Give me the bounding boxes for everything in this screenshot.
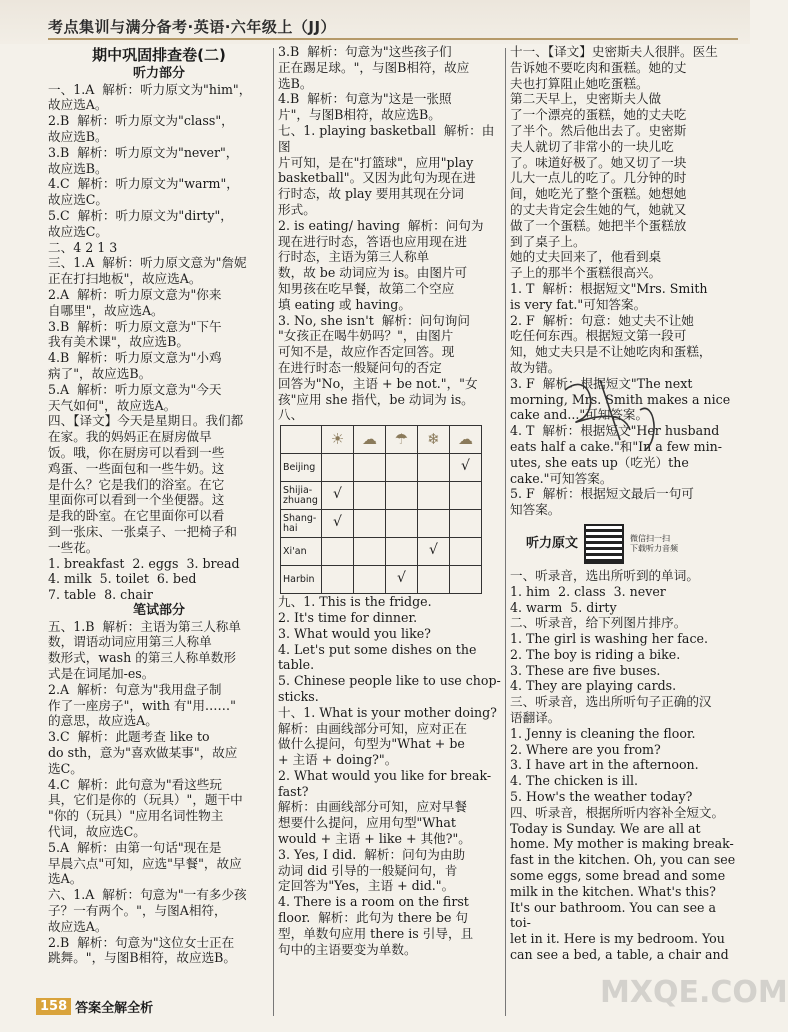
text-line: 饭。哦，你在厨房可以看到一些 xyxy=(48,444,225,460)
text-line: 4.C 解析：此句意为"看这些玩 xyxy=(48,776,222,792)
text-line: 夫人就切了非常小的一块儿吃 xyxy=(510,138,674,154)
text-line: 3.B 解析：句意为"这些孩子们 xyxy=(278,44,452,59)
text-line: 3. What would you like? xyxy=(278,625,431,641)
text-line: 六、1.A 解析：句意为"一有多少孩 xyxy=(48,887,247,903)
text-line: 她的丈夫回来了，他看到桌 xyxy=(510,249,662,265)
text-line: utes, she eats up（吃光）the xyxy=(510,454,689,470)
text-line: 鸡蛋、一些面包和一些牛奶。这 xyxy=(48,460,225,476)
text-line: 动词 did 引导的一般疑问句，肯 xyxy=(278,862,458,878)
text-line: 语翻译。 xyxy=(510,710,561,726)
text-line: 知男孩在吃早餐，故第二个空应 xyxy=(278,280,455,296)
listening-title: 听力原文 xyxy=(526,536,579,551)
text-line: 故应选C。 xyxy=(48,192,109,208)
text-line: 三、听录音，选出所听句子正确的汉 xyxy=(510,694,712,710)
text-line: 故应选B。 xyxy=(48,128,108,144)
text-line: 的意思，故应选A。 xyxy=(48,713,158,729)
text-line: 5. F 解析：根据短文最后一句可 xyxy=(510,486,694,502)
text-line: 2.B 解析：句意为"这位女士正在 xyxy=(48,934,235,950)
text-line: 故为错。 xyxy=(510,359,561,375)
text-line: 三、1.A 解析：听力原文意为"詹妮 xyxy=(48,255,247,271)
text-line: 作了一座房子"，with 有"用……" xyxy=(48,697,236,713)
tick-mark: √ xyxy=(461,458,470,475)
text-line: 的丈夫肯定会生她的气，她就又 xyxy=(510,201,687,217)
text-line: 定回答为"Yes，主语 + did."。 xyxy=(278,878,455,894)
tick-mark: √ xyxy=(333,486,342,503)
pen-scribble xyxy=(560,370,670,460)
text-line: 3.B 解析：听力原文为"never"， xyxy=(48,144,239,160)
text-line: 数形式，wash 的第三人称单数形 xyxy=(48,650,236,666)
text-line: 选A。 xyxy=(48,871,83,887)
text-line: 解析：由画线部分可知，应对正在 xyxy=(278,720,467,736)
text-line: 现在进行时态，答语也应用现在进 xyxy=(278,233,467,249)
text-line: 病了"，故应选B。 xyxy=(48,365,152,381)
text-line: 4. The chicken is ill. xyxy=(510,773,639,789)
text-line: morning, Mrs. Smith makes a nice xyxy=(510,391,731,407)
text-line: 故应选B。 xyxy=(48,160,108,176)
text-line: 片"，与图B相符，故应选B。 xyxy=(278,107,441,123)
section-listening: 听力部分 xyxy=(132,65,185,81)
grid-cell xyxy=(386,454,418,482)
text-line: 行时态，主语为第三人称单 xyxy=(278,249,430,265)
text-line: 3. Yes, I did. 解析：问句为由助 xyxy=(278,846,466,862)
text-line: 到了桌子上。 xyxy=(510,233,586,249)
text-line: 4. T 解析：根据短文"Her husband xyxy=(510,423,720,439)
text-line: 十、1. What is your mother doing? xyxy=(278,704,497,720)
grid-cell xyxy=(418,482,450,510)
text-line: 故应选A。 xyxy=(48,918,108,934)
text-line: 想要什么提问，应用句型"What xyxy=(278,815,456,831)
section-writing: 笔试部分 xyxy=(132,602,185,618)
text-line: 填 eating 或 having。 xyxy=(278,296,411,312)
text-line: 1. The girl is washing her face. xyxy=(510,631,708,647)
text-line: let in it. Here is my bedroom. You xyxy=(510,931,725,947)
text-line: 3.B 解析：听力原文意为"下午 xyxy=(48,318,222,334)
text-line: 正在打扫地板"，故应选A。 xyxy=(48,271,202,287)
text-line: 4. They are playing cards. xyxy=(510,678,677,694)
text-line: 5.A 解析：听力原文意为"今天 xyxy=(48,381,222,397)
column-divider xyxy=(273,48,274,1016)
grid-cell xyxy=(418,538,450,566)
text-line: 1. T 解析：根据短文"Mrs. Smith xyxy=(510,280,708,296)
text-line: 跳舞。"，与图B相符，故应选B。 xyxy=(48,950,237,966)
grid-cell xyxy=(418,454,450,482)
page-number: 158 xyxy=(36,998,71,1015)
text-line: 在进行时态一般疑问句的否定 xyxy=(278,359,442,375)
text-line: home. My mother is making break- xyxy=(510,836,734,852)
text-line: 是什么？它是我们的浴室。在它 xyxy=(48,476,225,492)
text-line: 2.B 解析：听力原文为"class"， xyxy=(48,113,234,129)
grid-cell xyxy=(450,566,482,594)
text-line: 2. The boy is riding a bike. xyxy=(510,646,681,662)
tick-mark: √ xyxy=(429,542,438,559)
grid-cell xyxy=(450,538,482,566)
text-line: some eggs, some bread and some xyxy=(510,868,726,884)
answer-block xyxy=(48,82,270,603)
text-line: 式是在词尾加-es。 xyxy=(48,666,155,682)
text-line: 形式。 xyxy=(278,201,316,217)
grid-cell xyxy=(354,454,386,482)
grid-cell xyxy=(418,566,450,594)
text-line: 我有美术课"，故应选B。 xyxy=(48,334,189,350)
grid-cell xyxy=(322,566,354,594)
text-line: 3. These are five buses. xyxy=(510,662,661,678)
text-line: eats half a cake."和"In a few min- xyxy=(510,438,722,454)
text-line: 在家。我的妈妈正在厨房做早 xyxy=(48,429,212,445)
text-line: 行时态，故 play 要用其现在分词 xyxy=(278,186,464,202)
text-line: 3.C 解析：此题考查 like to xyxy=(48,729,210,745)
answer-block xyxy=(278,594,502,957)
text-line: 间，她吃光了整个蛋糕。她想她 xyxy=(510,186,687,202)
cloudy-icon: ☁ xyxy=(450,426,482,454)
text-line: 3. I have art in the afternoon. xyxy=(510,757,699,773)
qr-caption xyxy=(630,534,678,554)
text-line: 1. breakfast 2. eggs 3. bread xyxy=(48,555,240,571)
grid-cell xyxy=(386,566,418,594)
text-line: + 主语 + doing?"。 xyxy=(278,752,398,768)
text-line: 里面你可以看到一个坐便器。这 xyxy=(48,492,225,508)
city-label: Shang-hai xyxy=(281,510,322,538)
text-line: 解析：由画线部分可知，应对早餐 xyxy=(278,799,467,815)
grid-cell xyxy=(322,482,354,510)
text-line: can see a bed, a table, a chair and xyxy=(510,947,729,963)
grid-cell xyxy=(322,454,354,482)
text-line: 二、4 2 1 3 xyxy=(48,239,118,255)
text-line: 1. Jenny is cleaning the floor. xyxy=(510,725,696,741)
answer-block xyxy=(510,568,740,963)
text-line: 具，它们是你的（玩具）"，题干中 xyxy=(48,792,243,808)
text-line: 孩"应用 she 指代，be 动词为 is。 xyxy=(278,391,474,407)
text-line: 5.A 解析：由第一句话"现在是 xyxy=(48,839,222,855)
exam-title: 期中巩固排查卷(二) xyxy=(92,46,226,64)
text-line: sticks. xyxy=(278,688,319,704)
text-line: 2. It's time for dinner. xyxy=(278,609,418,625)
grid-cell xyxy=(354,482,386,510)
text-line: 代词，故应选C。 xyxy=(48,824,146,840)
text-line: floor. 解析：此句为 there be 句 xyxy=(278,910,468,926)
qr-caption-2: 下载听力音频 xyxy=(630,543,679,553)
text-line: 4. There is a room on the first xyxy=(278,894,469,910)
windy-icon: ☁ xyxy=(354,426,386,454)
grid-cell xyxy=(450,482,482,510)
text-line: 九、1. This is the fridge. xyxy=(278,594,432,610)
column-divider xyxy=(505,48,506,1016)
text-line: 第二天早上，史密斯夫人做 xyxy=(510,91,662,107)
text-line: 3. No, she isn't 解析：问句询问 xyxy=(278,312,470,328)
text-line: 2. What would you like for break- xyxy=(278,767,492,783)
text-line: 十一、【译文】史密斯夫人很胖。医生 xyxy=(510,44,718,59)
text-line: fast? xyxy=(278,783,309,799)
text-line: 知答案。 xyxy=(510,502,561,518)
text-line: 2.A 解析：句意为"我用盘子制 xyxy=(48,681,222,697)
watermark: MXQE.COM xyxy=(600,975,788,1010)
text-line: 7. table 8. chair xyxy=(48,587,153,603)
text-line: 四、听录音，根据所听内容补全短文。 xyxy=(510,804,725,820)
grid-cell xyxy=(450,454,482,482)
listening-header xyxy=(526,524,740,564)
header-rule xyxy=(48,38,738,40)
text-line: is very fat."可知答案。 xyxy=(510,296,647,312)
text-line: cake."可知答案。 xyxy=(510,470,613,486)
grid-cell xyxy=(322,510,354,538)
city-label: Shijia-zhuang xyxy=(281,482,322,510)
text-line: 子上的那半个蛋糕很高兴。 xyxy=(510,265,662,281)
text-line: 故应选A。 xyxy=(48,97,108,113)
column-left xyxy=(48,44,270,966)
grid-cell xyxy=(386,482,418,510)
text-line: 数，谓语动词应用第三人称单 xyxy=(48,634,212,650)
text-line: 夫也打算阻止她吃蛋糕。 xyxy=(510,75,649,91)
text-line: 可知不是，故应作否定回答。现 xyxy=(278,344,455,360)
weather-grid xyxy=(280,425,502,594)
grid-cell xyxy=(386,538,418,566)
text-line: cake and..."可知答案。 xyxy=(510,407,649,423)
column-right xyxy=(510,44,740,963)
tick-mark: √ xyxy=(397,570,406,587)
text-line: 告诉她不要吃肉和蛋糕。她的丈 xyxy=(510,59,687,75)
text-line: 1. him 2. class 3. never xyxy=(510,583,666,599)
text-line: 儿大一点儿的吃了。几分钟的时 xyxy=(510,170,687,186)
text-line: 2.A 解析：听力原文意为"你来 xyxy=(48,286,222,302)
snowy-icon: ❄ xyxy=(418,426,450,454)
text-line: 选C。 xyxy=(48,760,83,776)
text-line: 正在踢足球。"，与图B相符，故应 xyxy=(278,59,470,75)
qr-caption-1: 微信扫一扫 xyxy=(630,533,671,543)
text-line: 了。味道好极了。她又切了一块 xyxy=(510,154,687,170)
grid-cell xyxy=(354,566,386,594)
rainy-icon: ☂ xyxy=(386,426,418,454)
text-line: 5.C 解析：听力原文为"dirty"， xyxy=(48,207,233,223)
book-title: 考点集训与满分备考·英语·六年级上（JJ） xyxy=(48,18,337,36)
text-line: 5. How's the weather today? xyxy=(510,789,693,805)
text-line: 4. warm 5. dirty xyxy=(510,599,617,615)
text-line: 四、【译文】今天是星期日。我们都 xyxy=(48,413,244,429)
grid-cell xyxy=(450,510,482,538)
text-line: 知，她丈夫只是不让她吃肉和蛋糕， xyxy=(510,344,712,360)
text-line: 句中的主语要变为单数。 xyxy=(278,941,417,957)
text-line: "你的（玩具）"应用名词性物主 xyxy=(48,808,224,824)
text-line: 一些花。 xyxy=(48,539,99,555)
text-line: 做了一个蛋糕。她把半个蛋糕放 xyxy=(510,217,687,233)
text-line: 自哪里"，故应选A。 xyxy=(48,302,164,318)
city-label: Xi'an xyxy=(281,538,322,566)
text-line: 一、听录音，选出所听到的单词。 xyxy=(510,567,699,583)
text-line: 3. F 解析：根据短文"The next xyxy=(510,375,693,391)
text-line: fast in the kitchen. Oh, you can see xyxy=(510,852,736,868)
text-line: 子？一有两个。"，与图A相符， xyxy=(48,903,227,919)
text-line: 了半个。然后他出去了。史密斯 xyxy=(510,122,687,138)
answer-block xyxy=(48,619,270,967)
text-line: 型，单数句应用 there is 引导，且 xyxy=(278,925,474,941)
text-line: 一、1.A 解析：听力原文为"him"， xyxy=(48,81,252,97)
city-label: Beijing xyxy=(281,454,322,482)
grid-cell xyxy=(354,510,386,538)
text-line: 五、1.B 解析：主语为第三人称单 xyxy=(48,618,241,634)
text-line: Today is Sunday. We are all at xyxy=(510,820,701,836)
grid-cell xyxy=(418,510,450,538)
text-line: 片可知，是在"打篮球"，应用"play xyxy=(278,154,474,170)
text-line: 八、 xyxy=(278,407,304,423)
text-line: 4.B 解析：句意为"这是一张照 xyxy=(278,91,452,107)
text-line: 是我的卧室。在它里面你可以看 xyxy=(48,508,225,524)
text-line: 选B。 xyxy=(278,75,313,91)
answer-block xyxy=(278,44,502,423)
grid-cell xyxy=(386,510,418,538)
sunny-icon: ☀ xyxy=(322,426,354,454)
footer-label: 答案全解全析 xyxy=(75,1000,154,1016)
text-line: 二、听录音，给下列图片排序。 xyxy=(510,615,687,631)
text-line: 2. Where are you from? xyxy=(510,741,661,757)
grid-cell xyxy=(354,538,386,566)
text-line: 回答为"No，主语 + be not."，"女 xyxy=(278,375,478,391)
text-line: basketball"。又因为此句为现在进 xyxy=(278,170,476,186)
text-line: 2. is eating/ having 解析：问句为 xyxy=(278,217,484,233)
text-line: It's our bathroom. You can see a toi- xyxy=(510,899,721,931)
text-line: 做什么提问，句型为"What + be xyxy=(278,736,465,752)
text-line: 数，故 be 动词应为 is。由图片可 xyxy=(278,265,468,281)
qr-code-icon xyxy=(584,524,624,564)
page-footer xyxy=(36,996,153,1016)
text-line: 4.B 解析：听力原文意为"小鸡 xyxy=(48,350,222,366)
text-line: 故应选C。 xyxy=(48,223,109,239)
page-header xyxy=(0,0,750,44)
city-label: Harbin xyxy=(281,566,322,594)
grid-corner xyxy=(281,426,322,454)
text-line: 4. milk 5. toilet 6. bed xyxy=(48,571,197,587)
text-line: 到一张床、一张桌子、一把椅子和 xyxy=(48,523,237,539)
column-middle xyxy=(278,44,502,957)
text-line: do sth，意为"喜欢做某事"，故应 xyxy=(48,745,238,761)
text-line: would + 主语 + like + 其他?"。 xyxy=(278,831,471,847)
text-line: 4. Let's put some dishes on the xyxy=(278,641,477,657)
text-line: "女孩正在喝牛奶吗？"，由图片 xyxy=(278,328,454,344)
text-line: 天气如何"，故应选A。 xyxy=(48,397,177,413)
grid-cell xyxy=(322,538,354,566)
text-line: milk in the kitchen. What's this? xyxy=(510,883,716,899)
text-line: 了一个漂亮的蛋糕，她的丈夫吃 xyxy=(510,107,687,123)
text-line: 早晨六点"可知，应选"早餐"，故应 xyxy=(48,855,242,871)
text-line: table. xyxy=(278,657,315,673)
tick-mark: √ xyxy=(333,514,342,531)
text-line: 2. F 解析：句意：她丈夫不让她 xyxy=(510,312,694,328)
text-line: 4.C 解析：听力原文为"warm"， xyxy=(48,176,239,192)
text-line: 七、1. playing basketball 解析：由图 xyxy=(278,122,495,154)
text-line: 吃任何东西。根据短文第一段可 xyxy=(510,328,687,344)
text-line: 5. Chinese people like to use chop- xyxy=(278,673,501,689)
